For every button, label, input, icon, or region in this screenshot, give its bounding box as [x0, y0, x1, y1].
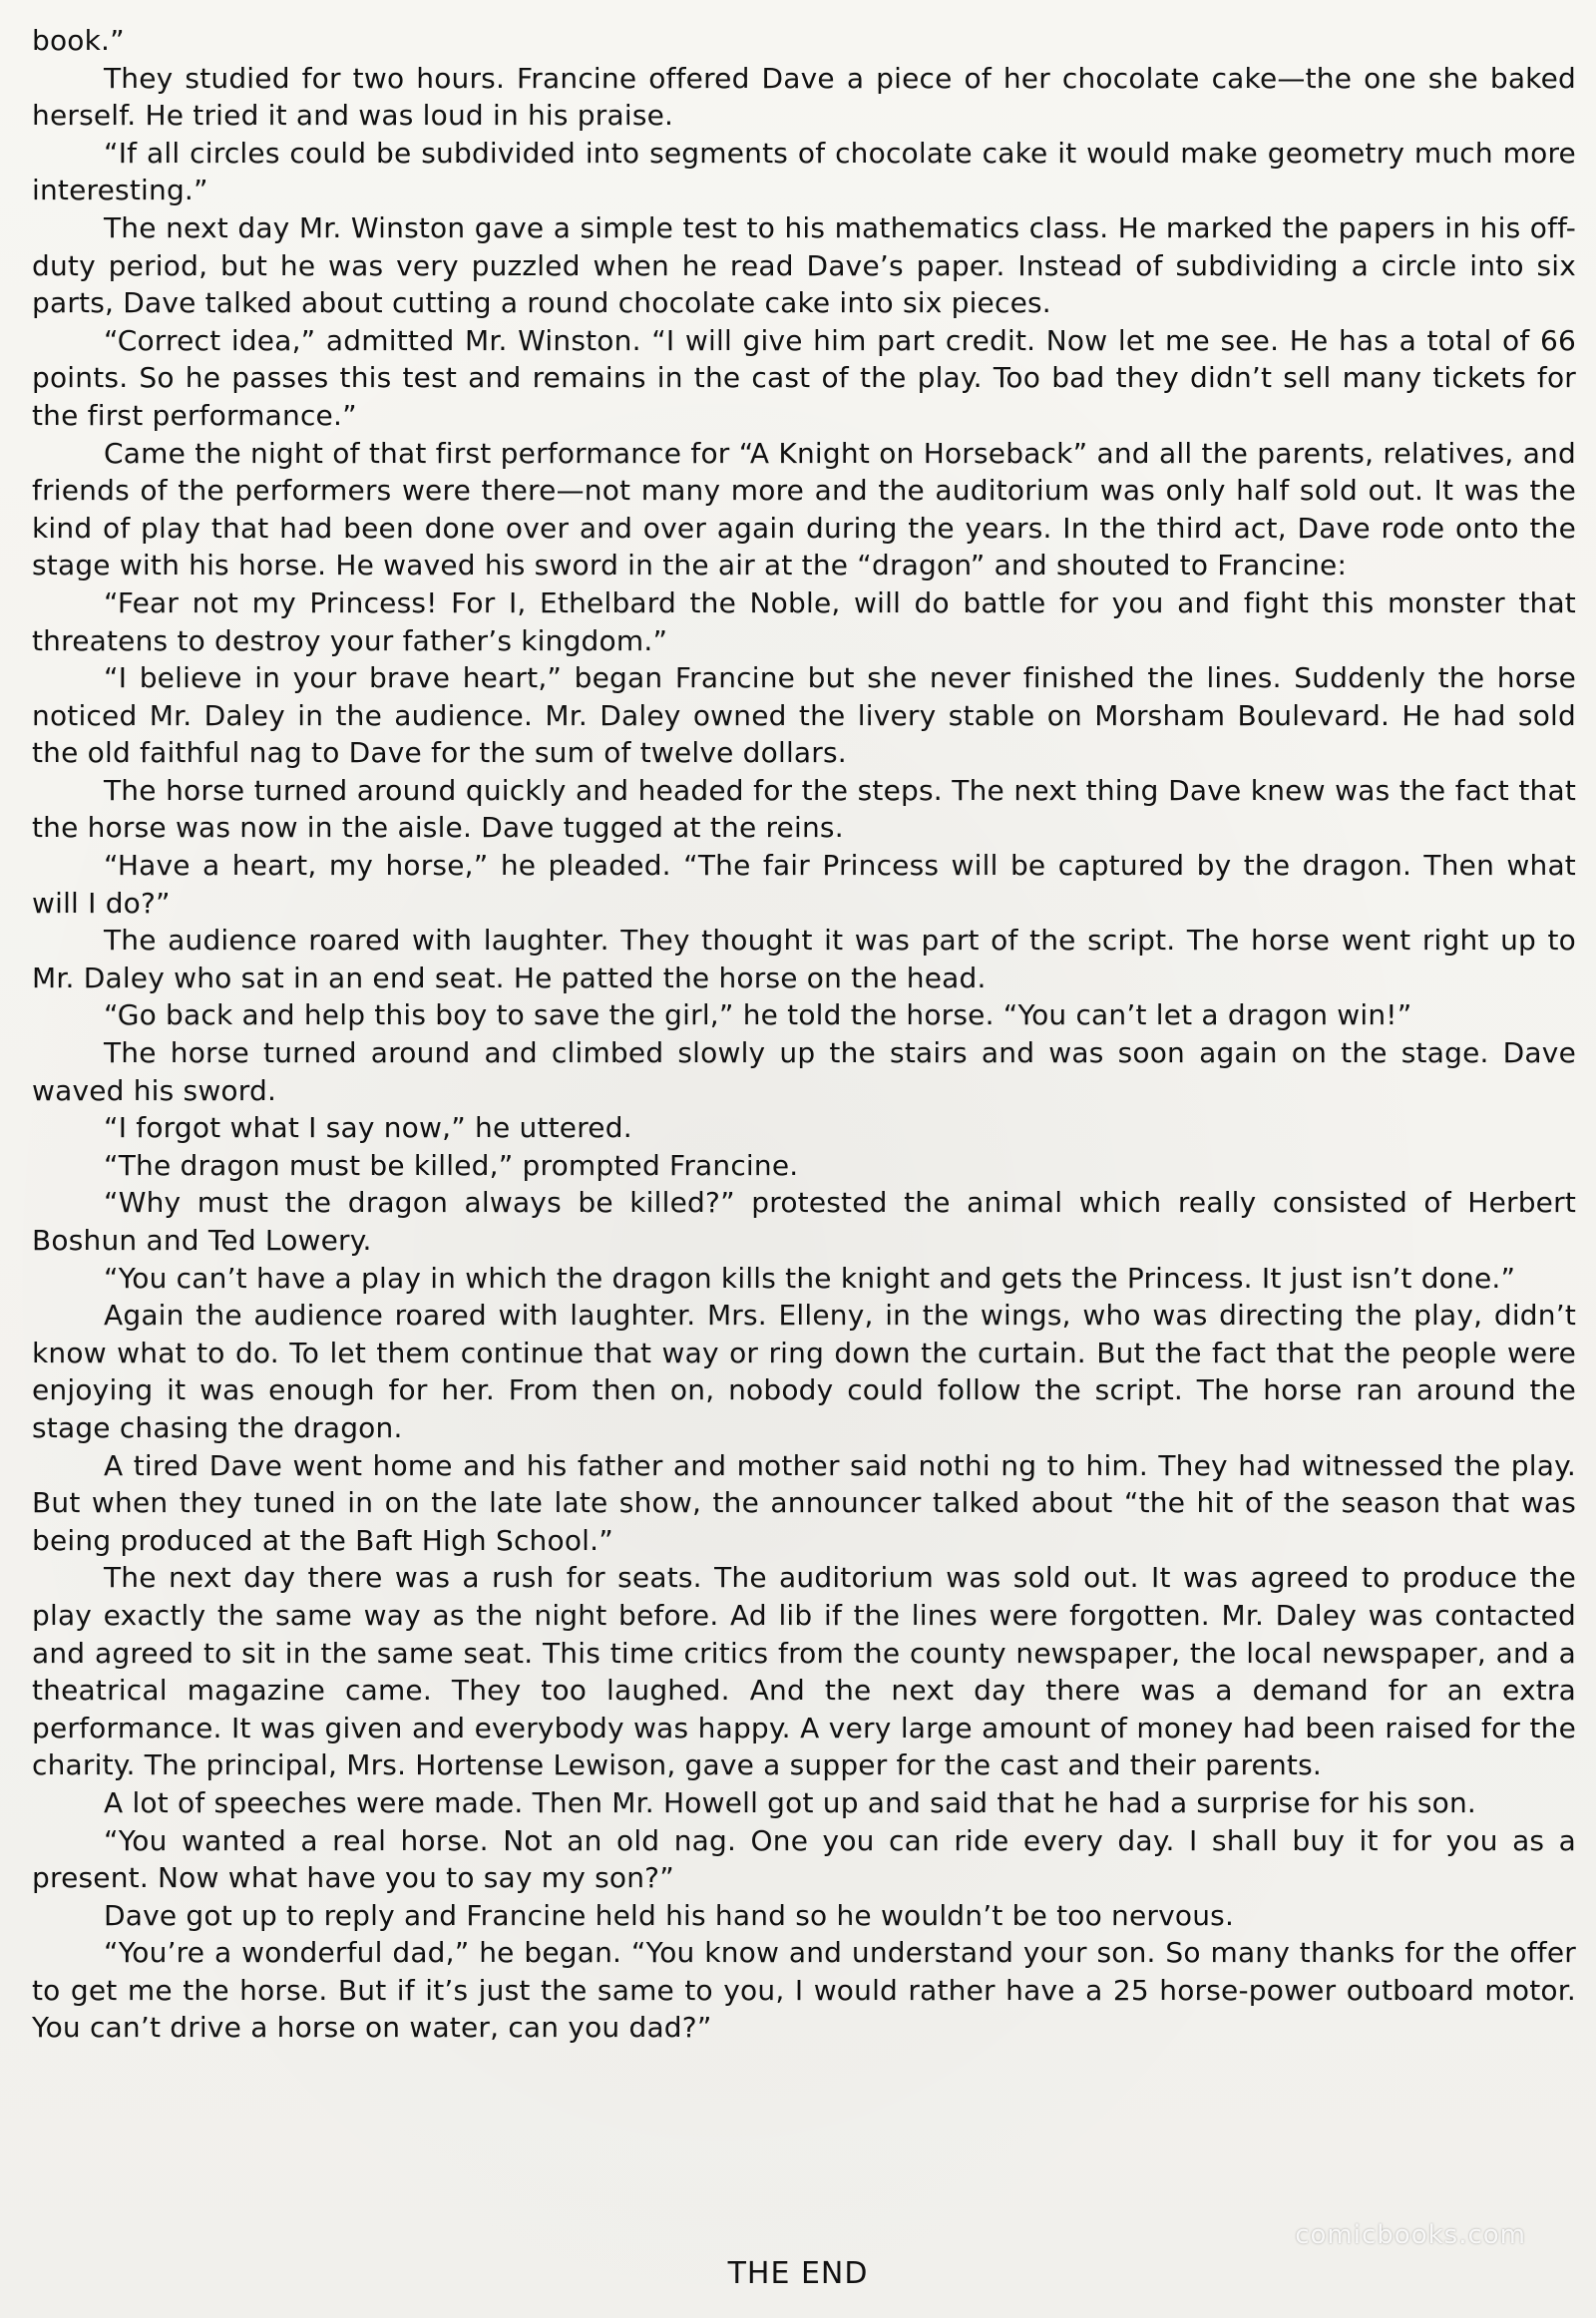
paragraph: Again the audience roared with laughter. Mrs. Elleny, in the wings, who was directing the play, didn’t know what to do. To let them continue that way or ring down the curtain. But the fact that the people were enjoying it was enough for her. From then on, nobody could follow the script. The horse ran around the stage chasing the dragon. — [32, 1299, 1576, 1444]
watermark: comicbooks.com — [1295, 2220, 1526, 2250]
story-text — [32, 22, 1576, 2047]
paragraph: “Have a heart, my horse,” he pleaded. “The fair Princess will be captured by the dragon. Then what will I do?” — [32, 849, 1576, 920]
paragraph: “You’re a wonderful dad,” he began. “You know and understand your son. So many thanks for the offer to get me the horse. But if it’s just the same to you, I would rather have a 25 horse-power outboard motor. You can’t drive a horse on water, can you dad?” — [32, 1936, 1576, 2045]
paragraph: “Correct idea,” admitted Mr. Winston. “I will give him part credit. Now let me see. He has a total of 66 points. So he passes this test and remains in the cast of the play. Too bad they didn’t sell many tickets for the first performance.” — [32, 323, 1576, 432]
paragraph: “You can’t have a play in which the dragon kills the knight and gets the Princess. It just isn’t done.” — [104, 1261, 1516, 1295]
paragraph: “The dragon must be killed,” prompted Francine. — [104, 1148, 799, 1182]
paragraph: “I forgot what I say now,” he uttered. — [104, 1111, 632, 1145]
paragraph: A tired Dave went home and his father and mother said nothi ng to him. They had witnessed the play. But when they tuned in on the late late show, the announcer talked about “the hit of the season that was being produced at the Baft High School.” — [32, 1448, 1576, 1557]
paragraph: The next day Mr. Winston gave a simple test to his mathematics class. He marked the papers in his off-duty period, but he was very puzzled when he read Dave’s paper. Instead of subdividing a circle into six parts, Dave talked about cutting a round chocolate cake into six pieces. — [32, 210, 1576, 320]
paragraph: “I believe in your brave heart,” began Francine but she never finished the lines. Suddenly the horse noticed Mr. Daley in the audience. Mr. Daley owned the livery stable on Morsham Boulevard. He had sold the old faithful nag to Dave for the sum of twelve dollars. — [32, 661, 1576, 770]
paragraph: Dave got up to reply and Francine held his hand so he wouldn’t be too nervous. — [104, 1898, 1235, 1932]
paragraph: The horse turned around quickly and headed for the steps. The next thing Dave knew was the fact that the horse was now in the aisle. Dave tugged at the reins. — [32, 773, 1576, 845]
paragraph: The next day there was a rush for seats. The auditorium was sold out. It was agreed to produce the play exactly the same way as the night before. Ad lib if the lines were forgotten. Mr. Daley was contacted and agreed to sit in the same seat. This time critics from the county newspaper, the local newspaper, and a theatrical magazine came. They too laughed. And the next day there was a demand for an extra performance. It was given and everybody was happy. A very large amount of money had been raised for the charity. The principal, Mrs. Hortense Lewison, gave a supper for the cast and their parents. — [32, 1561, 1576, 1782]
paragraph: “Fear not my Princess! For I, Ethelbard the Noble, will do battle for you and fight this monster that threatens to destroy your father’s kingdom.” — [32, 585, 1576, 657]
paragraph: “If all circles could be subdivided into segments of chocolate cake it would make geometry much more interesting.” — [32, 136, 1576, 207]
paragraph: The horse turned around and climbed slowly up the stairs and was soon again on the stage. Dave waved his sword. — [32, 1036, 1576, 1107]
the-end-heading: THE END — [727, 2256, 869, 2291]
paragraph: They studied for two hours. Francine offered Dave a piece of her chocolate cake—the one she baked herself. He tried it and was loud in his praise. — [32, 61, 1576, 133]
paragraph: “Go back and help this boy to save the girl,” he told the horse. “You can’t let a dragon win!” — [104, 998, 1412, 1032]
paragraph: The audience roared with laughter. They thought it was part of the script. The horse went right up to Mr. Daley who sat in an end seat. He patted the horse on the head. — [32, 924, 1576, 994]
paragraph: “Why must the dragon always be killed?” protested the animal which really consisted of Herbert Boshun and Ted Lowery. — [32, 1186, 1576, 1257]
paragraph: “You wanted a real horse. Not an old nag. One you can ride every day. I shall buy it for you as a present. Now what have you to say my son?” — [32, 1823, 1576, 1895]
paragraph: book.” — [32, 24, 125, 57]
paragraph: A lot of speeches were made. Then Mr. Howell got up and said that he had a surprise for his son. — [104, 1785, 1477, 1819]
paragraph: Came the night of that first performance for “A Knight on Horseback” and all the parents, relatives, and friends of the performers were there—not many more and the auditorium was only half sold out. It was the kind of play that had been done over and over again during the years. In the third act, Dave rode onto the stage with his horse. He waved his sword in the air at the “dragon” and shouted to Francine: — [32, 436, 1576, 582]
